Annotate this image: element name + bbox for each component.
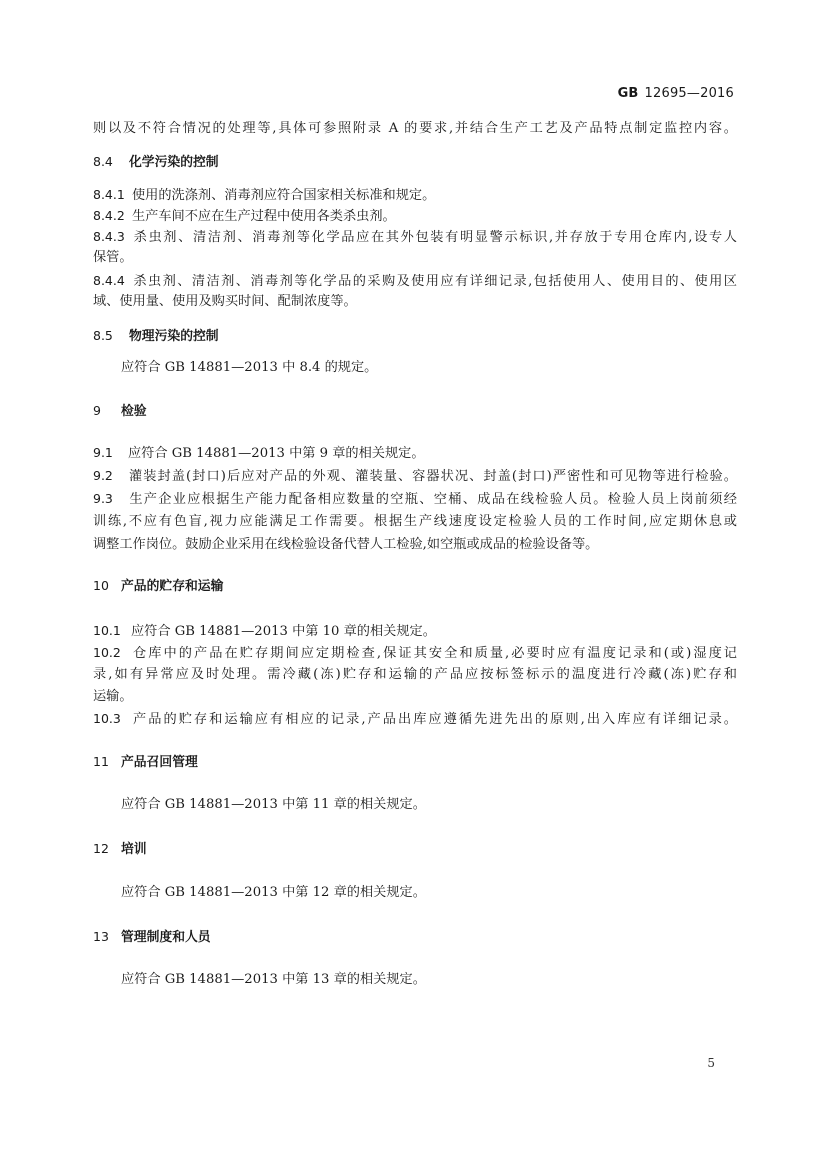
clause-8-4-3-line-2: 保管。 xyxy=(93,250,133,265)
chapter-13-heading xyxy=(93,926,211,948)
chapter-number: 11 xyxy=(93,754,109,769)
intro-line: 则以及不符合情况的处理等,具体可参照附录 A 的要求,并结合生产工艺及产品特点制定监控内容。 xyxy=(93,121,737,136)
page-number: 5 xyxy=(707,1056,715,1070)
clause-10-2-line-2: 录,如有异常应及时处理。需冷藏(冻)贮存和运输的产品应按标签标示的温度进行冷藏(冻)贮存和 xyxy=(93,667,737,682)
clause-number: 10.3 xyxy=(93,711,121,726)
section-title: 化学污染的控制 xyxy=(129,155,219,170)
standard-prefix: GB xyxy=(617,86,639,101)
clause-10-1 xyxy=(93,620,737,642)
section-number: 8.5 xyxy=(93,328,113,343)
clause-number: 9.2 xyxy=(93,468,113,483)
clause-text: 生产企业应根据生产能力配备相应数量的空瓶、空桶、成品在线检验人员。检验人员上岗前须经 xyxy=(128,492,737,507)
chapter-title: 产品召回管理 xyxy=(121,755,198,770)
chapter-title: 检验 xyxy=(121,404,147,419)
clause-number: 9.3 xyxy=(93,491,113,506)
chapter-9-heading xyxy=(93,400,147,422)
clause-number: 8.4.3 xyxy=(93,229,125,244)
chapter-number: 9 xyxy=(93,403,101,418)
chapter-title: 产品的贮存和运输 xyxy=(121,579,224,594)
clause-9-2 xyxy=(93,465,737,487)
clause-number: 8.4.2 xyxy=(93,208,125,223)
clause-10-2-line-3: 运输。 xyxy=(93,689,133,704)
clause-8-4-1 xyxy=(93,184,737,206)
clause-10-2-line-1 xyxy=(93,642,737,664)
clause-9-3-line-3: 调整工作岗位。鼓励企业采用在线检验设备代替人工检验,如空瓶或成品的检验设备等。 xyxy=(93,537,599,552)
clause-number: 8.4.1 xyxy=(93,187,125,202)
chapter-number: 10 xyxy=(93,578,109,593)
clause-text: 杀虫剂、清洁剂、消毒剂等化学品的采购及使用应有详细记录,包括使用人、使用目的、使用区 xyxy=(132,274,737,289)
clause-text: 应符合 GB 14881—2013 中第 10 章的相关规定。 xyxy=(131,624,436,639)
chapter-title: 管理制度和人员 xyxy=(121,930,211,945)
clause-number: 10.2 xyxy=(93,645,121,660)
section-title: 物理污染的控制 xyxy=(129,329,219,344)
clause-number: 9.1 xyxy=(93,445,113,460)
clause-8-4-4-line-1 xyxy=(93,270,737,292)
clause-9-3-line-1 xyxy=(93,488,737,510)
chapter-11-text: 应符合 GB 14881—2013 中第 11 章的相关规定。 xyxy=(121,797,426,812)
clause-8-4-2 xyxy=(93,205,737,227)
clause-9-1 xyxy=(93,442,737,464)
clause-8-4-4-line-2: 域、使用量、使用及购买时间、配制浓度等。 xyxy=(93,294,357,309)
clause-text: 应符合 GB 14881—2013 中第 9 章的相关规定。 xyxy=(128,446,425,461)
chapter-number: 13 xyxy=(93,929,109,944)
clause-8-4-3-line-1 xyxy=(93,226,737,248)
chapter-12-text: 应符合 GB 14881—2013 中第 12 章的相关规定。 xyxy=(121,885,426,900)
chapter-13-text: 应符合 GB 14881—2013 中第 13 章的相关规定。 xyxy=(121,972,426,987)
clause-9-3-line-2: 训练,不应有色盲,视力应能满足工作需要。根据生产线速度设定检验人员的工作时间,应定期休息或 xyxy=(93,514,737,529)
section-8-5-heading xyxy=(93,325,219,347)
chapter-10-heading xyxy=(93,575,223,597)
section-8-4-heading xyxy=(93,151,219,173)
section-8-5-text: 应符合 GB 14881—2013 中 8.4 的规定。 xyxy=(121,360,378,375)
section-number: 8.4 xyxy=(93,154,113,169)
page-header xyxy=(618,86,734,101)
clause-number: 10.1 xyxy=(93,623,121,638)
standard-number: 12695—2016 xyxy=(644,86,734,101)
clause-text: 杀虫剂、清洁剂、消毒剂等化学品应在其外包装有明显警示标识,并存放于专用仓库内,设专人 xyxy=(132,230,737,245)
chapter-number: 12 xyxy=(93,841,109,856)
clause-text: 灌装封盖(封口)后应对产品的外观、灌装量、容器状况、封盖(封口)严密性和可见物等进行检验。 xyxy=(128,469,737,484)
clause-number: 8.4.4 xyxy=(93,273,125,288)
chapter-12-heading xyxy=(93,838,147,860)
clause-text: 使用的洗涤剂、消毒剂应符合国家相关标准和规定。 xyxy=(132,188,436,203)
chapter-title: 培训 xyxy=(121,842,147,857)
clause-text: 生产车间不应在生产过程中使用各类杀虫剂。 xyxy=(132,209,396,224)
chapter-11-heading xyxy=(93,751,198,773)
clause-text: 产品的贮存和运输应有相应的记录,产品出库应遵循先进先出的原则,出入库应有详细记录。 xyxy=(131,712,737,727)
clause-text: 仓库中的产品在贮存期间应定期检查,保证其安全和质量,必要时应有温度记录和(或)湿度记 xyxy=(131,646,737,661)
clause-10-3 xyxy=(93,708,737,730)
